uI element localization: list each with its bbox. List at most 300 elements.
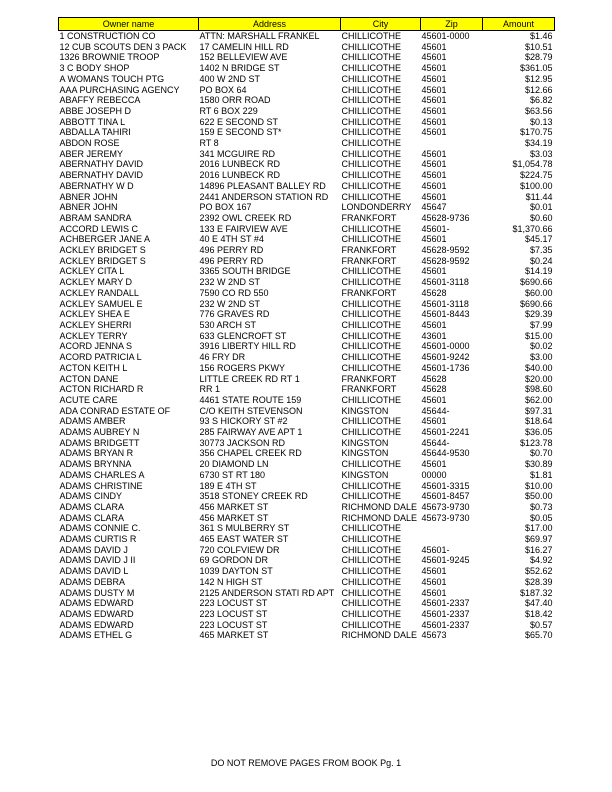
table-row bbox=[59, 256, 555, 267]
table-row bbox=[59, 192, 555, 203]
city-cell: CHILLICOTHE bbox=[341, 180, 402, 191]
amount-cell: $0.01 bbox=[529, 202, 553, 213]
amount-cell: $7.35 bbox=[529, 245, 553, 256]
zip-cell: 45644-9530 bbox=[421, 448, 470, 459]
table-row bbox=[59, 566, 555, 577]
zip-cell: 00000 bbox=[421, 469, 447, 480]
owner-name-cell: ACKLEY BRIDGET S bbox=[59, 245, 146, 256]
amount-cell: $14.19 bbox=[524, 266, 553, 277]
address-cell: 1039 DAYTON ST bbox=[199, 566, 273, 577]
amount-cell: $28.79 bbox=[524, 52, 553, 63]
city-cell: CHILLICOTHE bbox=[341, 52, 402, 63]
address-cell: 3916 LIBERTY HILL RD bbox=[199, 341, 296, 352]
city-cell: RICHMOND DALE bbox=[341, 512, 418, 523]
zip-cell: 45601 bbox=[421, 180, 447, 191]
city-cell: CHILLICOTHE bbox=[341, 598, 402, 609]
table-row bbox=[59, 202, 555, 213]
city-cell: CHILLICOTHE bbox=[341, 309, 402, 320]
page-footer: DO NOT REMOVE PAGES FROM BOOK Pg. 1 bbox=[210, 758, 402, 768]
zip-cell: 45628 bbox=[421, 384, 447, 395]
zip-cell: 45601 bbox=[421, 41, 447, 52]
header-city: City bbox=[341, 18, 421, 31]
owner-name-cell: ABRAM SANDRA bbox=[59, 212, 132, 223]
city-cell: FRANKFORT bbox=[341, 255, 397, 266]
amount-cell: $18.64 bbox=[524, 416, 553, 427]
city-cell: CHILLICOTHE bbox=[341, 73, 402, 84]
amount-cell: $1.81 bbox=[529, 469, 553, 480]
address-cell: 14896 PLEASANT BALLEY RD bbox=[199, 180, 326, 191]
table-row bbox=[59, 374, 555, 385]
zip-cell: 45644- bbox=[421, 437, 450, 448]
zip-cell: 45601-2337 bbox=[421, 619, 470, 630]
owner-list-table bbox=[58, 17, 555, 641]
zip-cell: 45601 bbox=[421, 105, 447, 116]
address-cell: 223 LOCUST ST bbox=[199, 608, 268, 619]
address-cell: 465 EAST WATER ST bbox=[199, 534, 289, 545]
owner-name-cell: ABERNATHY DAVID bbox=[59, 159, 144, 170]
amount-cell: $1,370.66 bbox=[512, 223, 553, 234]
table-row bbox=[59, 459, 555, 470]
table-row bbox=[59, 491, 555, 502]
zip-cell: 45601 bbox=[421, 170, 447, 181]
city-cell: CHILLICOTHE bbox=[341, 138, 402, 149]
zip-cell: 45673-9730 bbox=[421, 501, 470, 512]
city-cell: CHILLICOTHE bbox=[341, 148, 402, 159]
owner-name-cell: ABER JEREMY bbox=[59, 148, 124, 159]
zip-cell: 45601 bbox=[421, 191, 447, 202]
city-cell: RICHMOND DALE bbox=[341, 501, 418, 512]
owner-name-cell: 3 C BODY SHOP bbox=[59, 63, 130, 74]
table-row bbox=[59, 63, 555, 74]
amount-cell: $63.56 bbox=[524, 105, 553, 116]
owner-name-cell: 1326 BROWNIE TROOP bbox=[59, 52, 160, 63]
address-cell: 456 MARKET ST bbox=[199, 501, 269, 512]
zip-cell: 45601 bbox=[421, 566, 447, 577]
amount-cell: $11.44 bbox=[525, 191, 553, 202]
city-cell: LONDONDERRY bbox=[341, 202, 412, 213]
amount-cell: $0.73 bbox=[529, 501, 553, 512]
city-cell: CHILLICOTHE bbox=[341, 619, 402, 630]
city-cell: CHILLICOTHE bbox=[341, 116, 402, 127]
amount-cell: $12.66 bbox=[524, 84, 553, 95]
city-cell: FRANKFORT bbox=[341, 287, 397, 298]
owner-name-cell: 1 CONSTRUCTION CO bbox=[59, 31, 156, 41]
zip-cell: 45673-9730 bbox=[421, 512, 470, 523]
address-cell: RT 6 BOX 229 bbox=[199, 105, 258, 116]
address-cell: RR 1 bbox=[199, 384, 221, 395]
city-cell: FRANKFORT bbox=[341, 245, 397, 256]
owner-name-cell: ADAMS CURTIS R bbox=[59, 534, 137, 545]
city-cell: CHILLICOTHE bbox=[341, 330, 402, 341]
city-cell: CHILLICOTHE bbox=[341, 41, 402, 52]
table-row bbox=[59, 513, 555, 524]
city-cell: CHILLICOTHE bbox=[341, 459, 402, 470]
zip-cell: 45601 bbox=[421, 416, 447, 427]
owner-name-cell: ADAMS DAVID J bbox=[59, 544, 128, 555]
city-cell: CHILLICOTHE bbox=[341, 159, 402, 170]
city-cell: FRANKFORT bbox=[341, 384, 397, 395]
zip-cell: 43601 bbox=[421, 330, 447, 341]
owner-name-cell: ABERNATHY DAVID bbox=[59, 170, 144, 181]
owner-name-cell: ADAMS BRYNNA bbox=[59, 459, 132, 470]
city-cell: CHILLICOTHE bbox=[341, 298, 402, 309]
owner-name-cell: ADAMS AUBREY N bbox=[59, 427, 140, 438]
amount-cell: $4.92 bbox=[529, 555, 553, 566]
zip-cell: 45601 bbox=[421, 459, 447, 470]
city-cell: CHILLICOTHE bbox=[341, 105, 402, 116]
address-cell: 4461 STATE ROUTE 159 bbox=[199, 394, 302, 405]
address-cell: 7590 CO RD 550 bbox=[199, 287, 269, 298]
owner-name-cell: ACHBERGER JANE A bbox=[59, 234, 151, 245]
amount-cell: $0.57 bbox=[529, 619, 553, 630]
amount-cell: $10.00 bbox=[524, 480, 553, 491]
table-row bbox=[59, 630, 555, 641]
owner-name-cell: ACKLEY BRIDGET S bbox=[59, 255, 146, 266]
city-cell: CHILLICOTHE bbox=[341, 84, 402, 95]
address-cell: 456 MARKET ST bbox=[199, 512, 269, 523]
amount-cell: $15.00 bbox=[524, 330, 553, 341]
table-row bbox=[59, 42, 555, 53]
amount-cell: $40.00 bbox=[524, 362, 553, 373]
owner-name-cell: ACUTE CARE bbox=[59, 394, 118, 405]
owner-name-cell: ACORD JENNA S bbox=[59, 341, 133, 352]
owner-name-cell: ACKLEY MARY D bbox=[59, 277, 133, 288]
owner-name-cell: ABBE JOSEPH D bbox=[59, 105, 132, 116]
address-cell: 189 E 4TH ST bbox=[199, 480, 257, 491]
owner-name-cell: ACKLEY SHERRI bbox=[59, 319, 132, 330]
zip-cell: 45601-2337 bbox=[421, 598, 470, 609]
table-row bbox=[59, 299, 555, 310]
zip-cell: 45601-2337 bbox=[421, 608, 470, 619]
table-row bbox=[59, 288, 555, 299]
amount-cell: $69.97 bbox=[524, 534, 553, 545]
owner-name-cell: ADAMS CINDY bbox=[59, 491, 123, 502]
amount-cell: $12.95 bbox=[524, 73, 553, 84]
amount-cell: $50.00 bbox=[524, 491, 553, 502]
address-cell: 6730 ST RT 180 bbox=[199, 469, 266, 480]
address-cell: 720 COLFVIEW DR bbox=[199, 544, 280, 555]
address-cell: 232 W 2ND ST bbox=[199, 298, 261, 309]
amount-cell: $0.02 bbox=[529, 341, 553, 352]
table-row bbox=[59, 266, 555, 277]
table-row bbox=[59, 74, 555, 85]
address-cell: 223 LOCUST ST bbox=[199, 619, 268, 630]
amount-cell: $1,054.78 bbox=[512, 159, 553, 170]
table-row bbox=[59, 85, 555, 96]
owner-name-cell: A WOMANS TOUCH PTG bbox=[59, 73, 165, 84]
table-row bbox=[59, 609, 555, 620]
address-cell: 3518 STONEY CREEK RD bbox=[199, 491, 308, 502]
zip-cell: 45601 bbox=[421, 63, 447, 74]
amount-cell: $29.39 bbox=[524, 309, 553, 320]
amount-cell: $47.40 bbox=[524, 598, 553, 609]
amount-cell: $36.05 bbox=[524, 427, 553, 438]
zip-cell: 45601 bbox=[421, 266, 447, 277]
table-body bbox=[59, 31, 555, 642]
table-row bbox=[59, 117, 555, 128]
city-cell: CHILLICOTHE bbox=[341, 95, 402, 106]
zip-cell: 45628 bbox=[421, 287, 447, 298]
owner-name-cell: ACORD PATRICIA L bbox=[59, 352, 142, 363]
header-amount: Amount bbox=[483, 18, 555, 31]
amount-cell: $60.00 bbox=[524, 287, 553, 298]
owner-name-cell: ACKLEY SHEA E bbox=[59, 309, 130, 320]
address-cell: 2016 LUNBECK RD bbox=[199, 170, 281, 181]
city-cell: CHILLICOTHE bbox=[341, 555, 402, 566]
amount-cell: $0.24 bbox=[529, 255, 553, 266]
address-cell: 20 DIAMOND LN bbox=[199, 459, 269, 470]
table-row bbox=[59, 598, 555, 609]
address-cell: 159 E SECOND ST* bbox=[199, 127, 282, 138]
amount-cell: $17.00 bbox=[524, 523, 553, 534]
table-row bbox=[59, 523, 555, 534]
table-row bbox=[59, 545, 555, 556]
city-cell: CHILLICOTHE bbox=[341, 277, 402, 288]
zip-cell: 45601 bbox=[421, 127, 447, 138]
owner-name-cell: ABDALLA TAHIRI bbox=[59, 127, 131, 138]
zip-cell bbox=[421, 138, 483, 149]
address-cell: ATTN: MARSHALL FRANKEL bbox=[199, 31, 320, 41]
amount-cell: $100.00 bbox=[519, 180, 553, 191]
amount-cell: $170.75 bbox=[519, 127, 553, 138]
table-row bbox=[59, 448, 555, 459]
owner-name-cell: ABAFFY REBECCA bbox=[59, 95, 141, 106]
zip-cell: 45601 bbox=[421, 84, 447, 95]
owner-name-cell: ADAMS EDWARD bbox=[59, 608, 134, 619]
address-cell: 46 FRY DR bbox=[199, 352, 246, 363]
header-zip: Zip bbox=[421, 18, 483, 31]
city-cell: CHILLICOTHE bbox=[341, 534, 402, 545]
address-cell: 40 E 4TH ST #4 bbox=[199, 234, 264, 245]
zip-cell: 45601-2241 bbox=[421, 427, 470, 438]
amount-cell: $0.60 bbox=[529, 212, 553, 223]
amount-cell: $361.05 bbox=[519, 63, 553, 74]
table-row bbox=[59, 502, 555, 513]
zip-cell: 45601-3118 bbox=[421, 298, 469, 309]
amount-cell: $18.42 bbox=[524, 608, 553, 619]
city-cell: CHILLICOTHE bbox=[341, 416, 402, 427]
amount-cell: $690.66 bbox=[519, 277, 553, 288]
owner-name-cell: ACKLEY TERRY bbox=[59, 330, 128, 341]
address-cell: 156 ROGERS PKWY bbox=[199, 362, 286, 373]
owner-name-cell: ACTON DANE bbox=[59, 373, 119, 384]
amount-cell: $52.62 bbox=[524, 566, 553, 577]
table-row bbox=[59, 138, 555, 149]
owner-name-cell: ACTON KEITH L bbox=[59, 362, 128, 373]
city-cell: CHILLICOTHE bbox=[341, 63, 402, 74]
city-cell: KINGSTON bbox=[341, 469, 389, 480]
address-cell: 69 GORDON DR bbox=[199, 555, 269, 566]
header-owner-name: Owner name bbox=[59, 18, 199, 31]
address-cell: 285 FAIRWAY AVE APT 1 bbox=[199, 427, 303, 438]
city-cell: CHILLICOTHE bbox=[341, 544, 402, 555]
owner-name-cell: ADAMS BRYAN R bbox=[59, 448, 134, 459]
amount-cell: $0.05 bbox=[529, 512, 553, 523]
owner-name-cell: ADAMS DEBRA bbox=[59, 576, 126, 587]
table-row bbox=[59, 170, 555, 181]
zip-cell: 45601 bbox=[421, 95, 447, 106]
table-row bbox=[59, 159, 555, 170]
amount-cell: $1.46 bbox=[529, 31, 553, 41]
address-cell: 530 ARCH ST bbox=[199, 319, 257, 330]
amount-cell: $6.82 bbox=[529, 95, 553, 106]
address-cell: LITTLE CREEK RD RT 1 bbox=[199, 373, 300, 384]
city-cell: CHILLICOTHE bbox=[341, 191, 402, 202]
address-cell: 133 E FAIRVIEW AVE bbox=[199, 223, 288, 234]
address-cell: 622 E SECOND ST bbox=[199, 116, 279, 127]
zip-cell: 45628-9592 bbox=[421, 245, 470, 256]
zip-cell bbox=[421, 523, 483, 534]
address-cell: 633 GLENCROFT ST bbox=[199, 330, 287, 341]
address-cell: 2441 ANDERSON STATION RD bbox=[199, 191, 329, 202]
city-cell: RICHMOND DALE bbox=[341, 630, 418, 641]
address-cell: 142 N HIGH ST bbox=[199, 576, 263, 587]
table-row bbox=[59, 52, 555, 63]
address-cell: 2392 OWL CREEK RD bbox=[199, 212, 292, 223]
city-cell: CHILLICOTHE bbox=[341, 576, 402, 587]
owner-name-cell: ADAMS EDWARD bbox=[59, 619, 134, 630]
owner-name-cell: ADAMS BRIDGETT bbox=[59, 437, 140, 448]
zip-cell: 45601 bbox=[421, 234, 447, 245]
zip-cell: 45601 bbox=[421, 52, 447, 63]
zip-cell: 45601-0000 bbox=[421, 341, 470, 352]
amount-cell: $224.75 bbox=[519, 170, 553, 181]
zip-cell: 45601 bbox=[421, 73, 447, 84]
address-cell: 17 CAMELIN HILL RD bbox=[199, 41, 289, 52]
owner-name-cell: ACKLEY CITA L bbox=[59, 266, 125, 277]
owner-name-cell: ADAMS CLARA bbox=[59, 512, 125, 523]
table-row bbox=[59, 481, 555, 492]
address-cell: 496 PERRY RD bbox=[199, 255, 264, 266]
table-row bbox=[59, 127, 555, 138]
table-row bbox=[59, 577, 555, 588]
city-cell: CHILLICOTHE bbox=[341, 362, 402, 373]
header-row bbox=[59, 18, 555, 31]
table-row bbox=[59, 31, 555, 42]
table-row bbox=[59, 245, 555, 256]
table-row bbox=[59, 620, 555, 631]
address-cell: 93 S HICKORY ST #2 bbox=[199, 416, 288, 427]
zip-cell: 45644- bbox=[421, 405, 450, 416]
city-cell: CHILLICOTHE bbox=[341, 223, 402, 234]
owner-name-cell: AAA PURCHASING AGENCY bbox=[59, 84, 180, 95]
address-cell: 1580 ORR ROAD bbox=[199, 95, 271, 106]
address-cell: 3365 SOUTH BRIDGE bbox=[199, 266, 291, 277]
address-cell: 2016 LUNBECK RD bbox=[199, 159, 281, 170]
zip-cell: 45601-1736 bbox=[421, 362, 470, 373]
owner-name-cell: ADAMS CLARA bbox=[59, 501, 125, 512]
zip-cell: 45601 bbox=[421, 394, 447, 405]
amount-cell: $65.70 bbox=[524, 630, 553, 641]
owner-name-cell: ADAMS DUSTY M bbox=[59, 587, 135, 598]
owner-name-cell: ADAMS AMBER bbox=[59, 416, 126, 427]
zip-cell: 45601-3315 bbox=[421, 480, 470, 491]
city-cell: CHILLICOTHE bbox=[341, 587, 402, 598]
owner-name-cell: ADAMS CHRISTINE bbox=[59, 480, 143, 491]
zip-cell: 45601-8457 bbox=[421, 491, 470, 502]
zip-cell: 45601 bbox=[421, 576, 447, 587]
amount-cell: $10.51 bbox=[524, 41, 553, 52]
city-cell: CHILLICOTHE bbox=[341, 319, 402, 330]
table-row bbox=[59, 213, 555, 224]
address-cell: 465 MARKET ST bbox=[199, 630, 269, 641]
amount-cell: $7.99 bbox=[529, 319, 553, 330]
city-cell: CHILLICOTHE bbox=[341, 234, 402, 245]
zip-cell: 45601 bbox=[421, 319, 447, 330]
amount-cell: $28.39 bbox=[524, 576, 553, 587]
zip-cell: 45601 bbox=[421, 159, 447, 170]
amount-cell: $3.00 bbox=[529, 352, 553, 363]
owner-name-cell: ADA CONRAD ESTATE OF bbox=[59, 405, 171, 416]
zip-cell: 45601-9242 bbox=[421, 352, 470, 363]
amount-cell: $45.17 bbox=[524, 234, 553, 245]
zip-cell: 45601- bbox=[421, 544, 450, 555]
table-row bbox=[59, 470, 555, 481]
city-cell: CHILLICOTHE bbox=[341, 170, 402, 181]
zip-cell: 45628-9736 bbox=[421, 212, 470, 223]
city-cell: CHILLICOTHE bbox=[341, 523, 402, 534]
city-cell: CHILLICOTHE bbox=[341, 480, 402, 491]
table-row bbox=[59, 320, 555, 331]
zip-cell bbox=[421, 534, 483, 545]
owner-name-cell: ABNER JOHN bbox=[59, 191, 118, 202]
table-row bbox=[59, 181, 555, 192]
owner-name-cell: 12 CUB SCOUTS DEN 3 PACK bbox=[59, 41, 187, 52]
zip-cell: 45601-8443 bbox=[421, 309, 470, 320]
owner-name-cell: ADAMS DAVID J II bbox=[59, 555, 136, 566]
zip-cell: 45647 bbox=[421, 202, 447, 213]
table-row bbox=[59, 384, 555, 395]
table-row bbox=[59, 95, 555, 106]
address-cell: 776 GRAVES RD bbox=[199, 309, 270, 320]
city-cell: CHILLICOTHE bbox=[341, 352, 402, 363]
city-cell: CHILLICOTHE bbox=[341, 566, 402, 577]
table-row bbox=[59, 427, 555, 438]
city-cell: CHILLICOTHE bbox=[341, 127, 402, 138]
table-row bbox=[59, 277, 555, 288]
table-row bbox=[59, 149, 555, 160]
city-cell: CHILLICOTHE bbox=[341, 394, 402, 405]
zip-cell: 45601-0000 bbox=[421, 31, 470, 41]
amount-cell: $20.00 bbox=[524, 373, 553, 384]
city-cell: CHILLICOTHE bbox=[341, 31, 402, 41]
city-cell: FRANKFORT bbox=[341, 373, 397, 384]
city-cell: CHILLICOTHE bbox=[341, 491, 402, 502]
amount-cell: $123.78 bbox=[519, 437, 553, 448]
table-row bbox=[59, 309, 555, 320]
owner-name-cell: ACTON RICHARD R bbox=[59, 384, 144, 395]
table-row bbox=[59, 555, 555, 566]
owner-name-cell: ACCORD LEWIS C bbox=[59, 223, 139, 234]
owner-name-cell: ADAMS EDWARD bbox=[59, 598, 134, 609]
table-row bbox=[59, 224, 555, 235]
owner-name-cell: ADAMS CHARLES A bbox=[59, 469, 145, 480]
amount-cell: $187.32 bbox=[519, 587, 553, 598]
address-cell: 223 LOCUST ST bbox=[199, 598, 268, 609]
table-row bbox=[59, 416, 555, 427]
city-cell: CHILLICOTHE bbox=[341, 341, 402, 352]
header-address: Address bbox=[199, 18, 341, 31]
address-cell: C/O KEITH STEVENSON bbox=[199, 405, 303, 416]
owner-name-cell: ACKLEY RANDALL bbox=[59, 287, 139, 298]
amount-cell: $16.27 bbox=[524, 544, 553, 555]
address-cell: 361 S MULBERRY ST bbox=[199, 523, 290, 534]
table-row bbox=[59, 534, 555, 545]
city-cell: FRANKFORT bbox=[341, 212, 397, 223]
table-row bbox=[59, 406, 555, 417]
address-cell: 2125 ANDERSON STATI RD APT bbox=[199, 587, 335, 598]
amount-cell: $3.03 bbox=[529, 148, 553, 159]
